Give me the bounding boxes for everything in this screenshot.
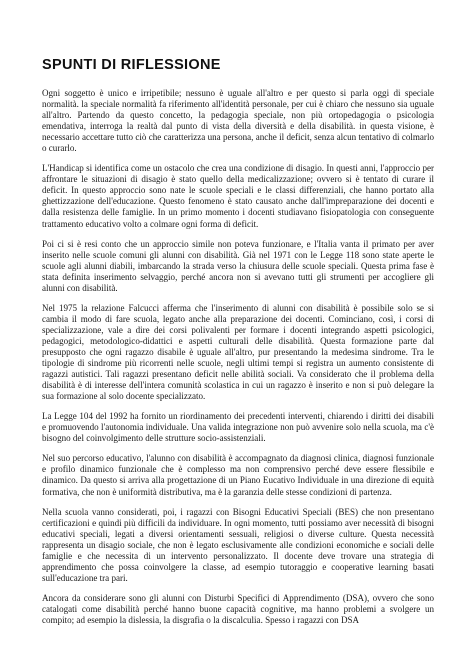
paragraph-7: Nella scuola vanno considerati, poi, i ragazzi con Bisogni Educativi Speciali (BES) che non presentano certificazioni e quindi più difficili da individuare. In ogni momento, tutti possiamo aver necessità di bisogni educativi speciali, legati a diversi orientamenti sessuali, religiosi o diverse culture. Questa necessità rappresenta un disagio sociale, che non è legato esclusivamente alle condizioni economiche e sociali delle famiglie e che necessita di un intervento personalizzato. Il docente deve trovare una strategia di apprendimento che possa coinvolgere la classe, ad esempio tutoraggio e cooperative learning basati sull'educazione tra pari.: [42, 506, 434, 583]
paragraph-6: Nel suo percorso educativo, l'alunno con disabilità è accompagnato da diagnosi clinica, diagnosi funzionale e profilo dinamico funzionale che è complesso ma non comprensivo perché deve essere flessibile e dinamico. Da questo si arriva alla progettazione di un Piano Eucativo Individuale in una direzione di equità formativa, che non è uniformità distributiva, ma è la garanzia delle stesse condizioni di partenza.: [42, 453, 434, 497]
page-title: SPUNTI DI RIFLESSIONE: [42, 57, 221, 73]
paragraph-5: La Legge 104 del 1992 ha fornito un riordinamento dei precedenti interventi, chiarendo i diritti dei disabili e promuovendo l'autonomia individuale. Una valida integrazione non può avvenire solo nella scuola, ma c'è bisogno del coinvolgimento delle strutture socio-assistenziali.: [42, 411, 434, 444]
paragraph-2: L'Handicap si identifica come un ostacolo che crea una condizione di disagio. In questi anni, l'approccio per affrontare le situazioni di disagio è stato quello della medicalizzazione; ovvero si è tentato di curare il deficit. In questo approccio sono nate le scuole speciali e le classi differenziali, che hanno portato alla ghettizzazione dell'educazione. Questo fenomeno è stato causato anche dall'impreparazione dei docenti e dalla resistenza delle famiglie. In un primo momento i docenti studiavano fisiopatologia con conseguente trattamento educativo volto a colmare ogni forma di deficit.: [42, 163, 434, 229]
paragraph-4: Nel 1975 la relazione Falcucci afferma che l'inserimento di alunni con disabilità è possibile solo se si cambia il modo di fare scuola, legato anche alla preparazione dei docenti. Cominciano, così, i corsi di specializzazione, vale a dire dei corsi polivalenti per formare i docenti integrando aspetti psicologici, pedagogici, metodologico-didattici e aspetti culturali delle disabilità. Questa formazione parte dal presupposto che ogni ragazzo disabile è uguale all'altro, pur presentando la medesima sindrome. Tra le tipologie di sindrome più ricorrenti nelle scuole, negli ultimi tempi si registra un aumento consistente di ragazzi autistici. Tali ragazzi presentano deficit nelle abilità sociali. Va considerato che il problema della disabilità è di interesse dell'intera comunità scolastica in cui un ragazzo è inserito e non si può delegare la sua formazione al solo docente specializzato.: [42, 302, 434, 402]
paragraph-1: Ogni soggetto è unico e irripetibile; nessuno è uguale all'altro e per questo si parla oggi di speciale normalità. la speciale normalità fa riferimento all'identità personale, per cui è chiaro che nessuno sia uguale all'altro. Partendo da questo concetto, la pedagogia speciale, non più ortopedagogia o psicologia emendativa, interroga la realtà dal punto di vista della diversità e della disabilità. in questa visione, è necessario accettare tutto ciò che caratterizza una persona, anche il deficit, senza alcun tentativo di colmarlo o curarlo.: [42, 88, 434, 154]
paragraph-3: Poi ci si è resi conto che un approccio simile non poteva funzionare, e l'Italia vanta il primato per aver inserito nelle scuole comuni gli alunni con disabilità. Già nel 1971 con le Legge 118 sono state aperte le scuole agli alunni diabili, imbarcando la strada verso la chiusura delle scuole speciali. Questa prima fase è stata definita inserimento selvaggio, perché ancora non si avevano tutti gli strumenti per accogliere gli alunni con disabilità.: [42, 238, 434, 293]
paragraph-8: Ancora da considerare sono gli alunni con Disturbi Specifici di Apprendimento (DSA), ovvero che sono catalogati come disabilità perché hanno buone capacità cognitive, ma hanno problemi a svolgere un compito; ad esempio la dislessia, la disgrafia o la discalculia. Spesso i ragazzi con DSA: [42, 592, 434, 625]
